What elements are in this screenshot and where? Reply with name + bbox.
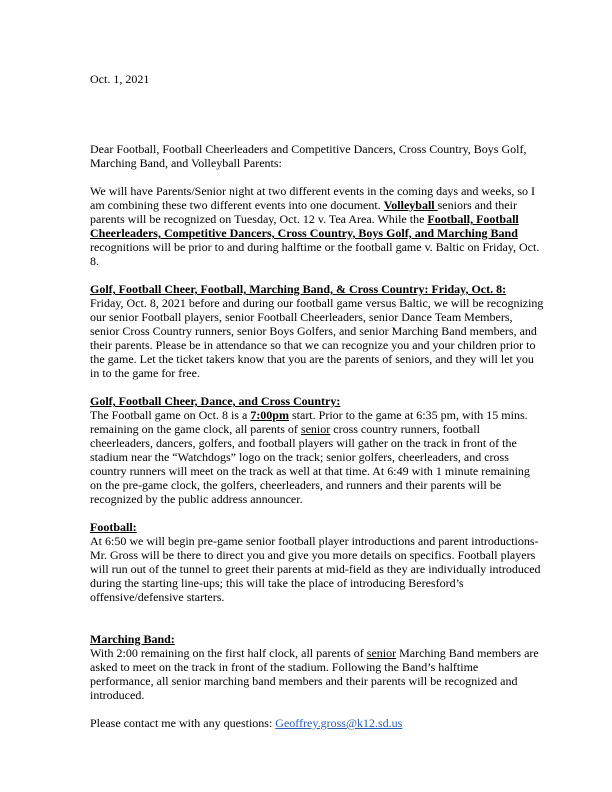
intro-text-1: We will have Parents/Senior night at two different events in the coming days and weeks, so I am combining these two different events into one document. xyxy=(90,184,536,212)
body-text-1: With 2:00 remaining on the first half clock, all parents of xyxy=(90,646,367,660)
section-heading: Marching Band: xyxy=(90,632,175,646)
intro-text-2: seniors and their parents will be recognized on Tuesday, Oct. 12 v. Tea Area. While the xyxy=(90,198,517,226)
letter-date: Oct. 1, 2021 xyxy=(90,72,150,86)
contact-text: Please contact me with any questions: xyxy=(90,716,276,730)
letter-greeting: Dear Football, Football Cheerleaders and Competitive Dancers, Cross Country, Boys Golf, Marching Band, and Volleyball Parents: xyxy=(90,142,527,170)
section-body xyxy=(90,408,544,506)
intro-volleyball-emphasis: Volleyball xyxy=(383,198,438,212)
section-heading: Golf, Football Cheer, Football, Marching Band, & Cross Country: Friday, Oct. 8: xyxy=(90,282,507,296)
section-heading: Football: xyxy=(90,520,137,534)
section-body: Friday, Oct. 8, 2021 before and during our football game versus Baltic, we will be recognizing our senior Football players, senior Football Cheerleaders, senior Dance Team Members, senior Cross Country runners, senior Boys Golfers, and senior Marching Band members, and their parents. Please be in attendance so that we can recognize you and your children prior to the game. Let the ticket takers know that you are the parents of seniors, and they will let you in to the game for free. xyxy=(90,296,544,380)
contact-line xyxy=(90,716,544,730)
section-body: At 6:50 we will begin pre-game senior football player introductions and parent introductions-Mr. Gross will be there to direct you and give you more details on specifics. Football players will run out of the tunnel to greet their parents at mid-field as they are individually introduced during the starting line-ups; this will take the place of introducing Beresford’s offensive/defensive starters. xyxy=(90,534,541,604)
intro-paragraph xyxy=(90,184,544,268)
start-time-emphasis: 7:00pm xyxy=(250,408,289,422)
body-text-2: Marching Band members are asked to meet on the track in front of the stadium. Following the Band’s halftime performance, all senior marching band members and their parents will be recognized and introduced. xyxy=(90,646,539,702)
intro-sports-emphasis: Football, Football Cheerleaders, Competitive Dancers, Cross Country, Boys Golf, and Marching Band xyxy=(90,212,519,240)
body-text-2: start. Prior to the game at 6:35 pm, with 15 mins. remaining on the game clock, all parents of xyxy=(90,408,528,436)
body-text-3: cross country runners, football cheerleaders, dancers, golfers, and football players will gather on the track in front of the stadium near the “Watchdogs” logo on the track; senior golfers, cheerleaders, and cross country runners will meet on the track as well at that time. At 6:49 with 1 minute remaining on the pre-game clock, the golfers, cheerleaders, and runners and their parents will be recognized by the public address announcer. xyxy=(90,422,530,506)
section-marching-band xyxy=(90,632,544,702)
section-football xyxy=(90,520,544,604)
contact-email-link[interactable]: Geoffrey.gross@k12.sd.us xyxy=(275,716,403,730)
section-body xyxy=(90,646,544,702)
body-text-1: The Football game on Oct. 8 is a xyxy=(90,408,251,422)
intro-text-3: recognitions will be prior to and during halftime or the football game v. Baltic on Friday, Oct. 8. xyxy=(90,240,540,268)
section-friday-recognition xyxy=(90,282,544,380)
section-golf-cheer-dance-xc xyxy=(90,394,544,506)
senior-emphasis: senior xyxy=(366,646,397,660)
section-heading: Golf, Football Cheer, Dance, and Cross Country: xyxy=(90,394,341,408)
senior-emphasis: senior xyxy=(300,422,331,436)
